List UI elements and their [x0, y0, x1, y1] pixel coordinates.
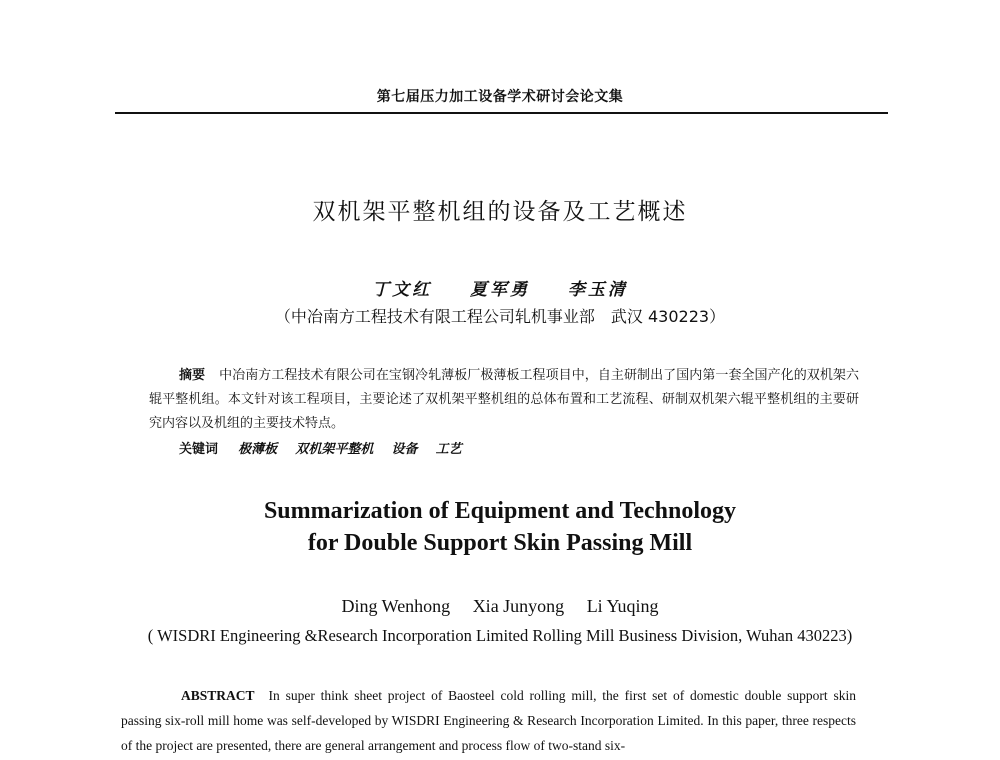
chinese-abstract-label: 摘要: [179, 368, 206, 383]
chinese-author: 夏军勇: [470, 280, 530, 300]
chinese-authors: [0, 275, 1000, 300]
keyword: 设备: [391, 442, 418, 457]
english-abstract-label: ABSTRACT: [181, 688, 255, 703]
chinese-abstract-text: 中冶南方工程技术有限公司在宝钢冷轧薄板厂极薄板工程项目中，自主研制出了国内第一套全国产化的双机架六辊平整机组。本文针对该工程项目，主要论述了双机架平整机组的总体布置和工艺流程、研制双机架六辊平整机组的主要研究内容以及机组的主要技术特点。: [149, 368, 859, 431]
chinese-affiliation: （中冶南方工程技术有限工程公司轧机事业部 武汉 430223）: [274, 307, 726, 326]
chinese-keywords-label: 关键词: [179, 442, 219, 457]
chinese-keywords: [179, 438, 476, 457]
chinese-abstract: [149, 364, 859, 436]
keyword: 工艺: [435, 442, 462, 457]
keyword: 极薄板: [238, 442, 278, 457]
english-author: Ding Wenhong: [341, 596, 451, 616]
english-abstract: [121, 683, 856, 758]
english-author: Xia Junyong: [472, 596, 565, 616]
english-authors: [0, 596, 1000, 617]
english-abstract-text: In super think sheet project of Baosteel cold rolling mill, the first set of domestic double support skin passing six-roll mill home was self-developed by WISDRI Engineering & Research Incorporation Limited. In this paper, three respects of the project are presented, there are general arrangement and process flow of two-stand six-: [121, 688, 856, 753]
chinese-title: 双机架平整机组的设备及工艺概述: [312, 199, 688, 225]
english-title-line-2: for Double Support Skin Passing Mill: [307, 530, 693, 556]
english-title: [0, 495, 1000, 559]
running-header: 第七届压力加工设备学术研讨会论文集: [376, 89, 624, 105]
chinese-author: 丁文红: [372, 280, 433, 300]
keyword: 双机架平整机: [295, 442, 374, 457]
english-affiliation: ( WISDRI Engineering &Research Incorporation Limited Rolling Mill Business Division, Wuhan 430223): [147, 626, 853, 645]
english-author: Li Yuqing: [586, 596, 659, 616]
english-title-line-1: Summarization of Equipment and Technology: [263, 498, 737, 524]
chinese-author: 李玉清: [567, 280, 628, 300]
header-rule: [115, 112, 888, 114]
